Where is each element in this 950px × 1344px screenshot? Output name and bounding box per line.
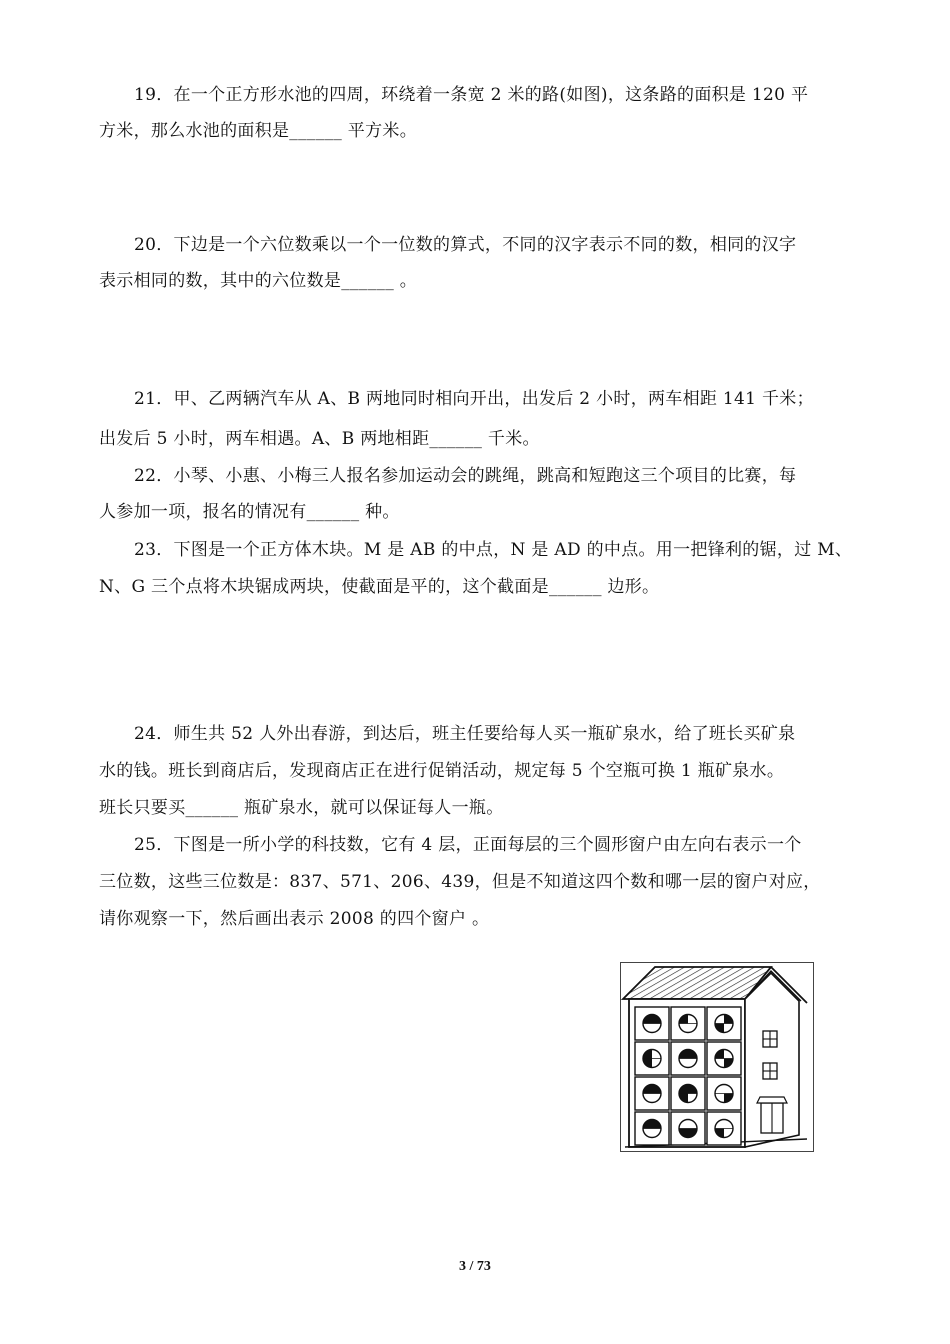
building-icon [621,963,813,1151]
question-20-line-2: 表示相同的数，其中的六位数是______ 。 [99,271,418,291]
question-23-line-2: N、G 三个点将木块锯成两块，使截面是平的，这个截面是______ 边形。 [99,577,660,597]
question-25-line-3: 请你观察一下，然后画出表示 2008 的四个窗户 。 [99,909,490,929]
question-22-line-1: 22．小琴、小惠、小梅三人报名参加运动会的跳绳，跳高和短跑这三个项目的比赛，每 [134,466,797,486]
question-19-line-1: 19．在一个正方形水池的四周，环绕着一条宽 2 米的路(如图)，这条路的面积是 120 平 [134,85,809,105]
question-24-line-2: 水的钱。班长到商店后，发现商店正在进行促销活动，规定每 5 个空瓶可换 1 瓶矿泉水。 [99,761,785,781]
question-24-line-1: 24．师生共 52 人外出春游，到达后，班主任要给每人买一瓶矿泉水，给了班长买矿泉 [134,724,796,744]
question-25-line-1: 25．下图是一所小学的科技数，它有 4 层，正面每层的三个圆形窗户由左向右表示一个 [134,835,802,855]
question-21-line-1: 21．甲、乙两辆汽车从 A、B 两地同时相向开出，出发后 2 小时，两车相距 141 千米； [134,389,814,409]
question-20-line-1: 20．下边是一个六位数乘以一个一位数的算式，不同的汉字表示不同的数，相同的汉字 [134,235,797,255]
question-22-line-2: 人参加一项，报名的情况有______ 种。 [99,502,400,522]
question-19-line-2: 方米，那么水池的面积是______ 平方米。 [99,121,418,141]
question-24-line-3: 班长只要买______ 瓶矿泉水，就可以保证每人一瓶。 [99,798,504,818]
building-figure [620,962,814,1152]
question-23-line-1: 23．下图是一个正方体木块。M 是 AB 的中点，N 是 AD 的中点。用一把锋利的锯，过 M、 [134,540,853,560]
question-25-line-2: 三位数，这些三位数是：837、571、206、439，但是不知道这四个数和哪一层的窗户对应， [99,872,821,892]
question-21-line-2: 出发后 5 小时，两车相遇。A、B 两地相距______ 千米。 [99,429,540,449]
page-number: 3 / 73 [459,1259,491,1274]
